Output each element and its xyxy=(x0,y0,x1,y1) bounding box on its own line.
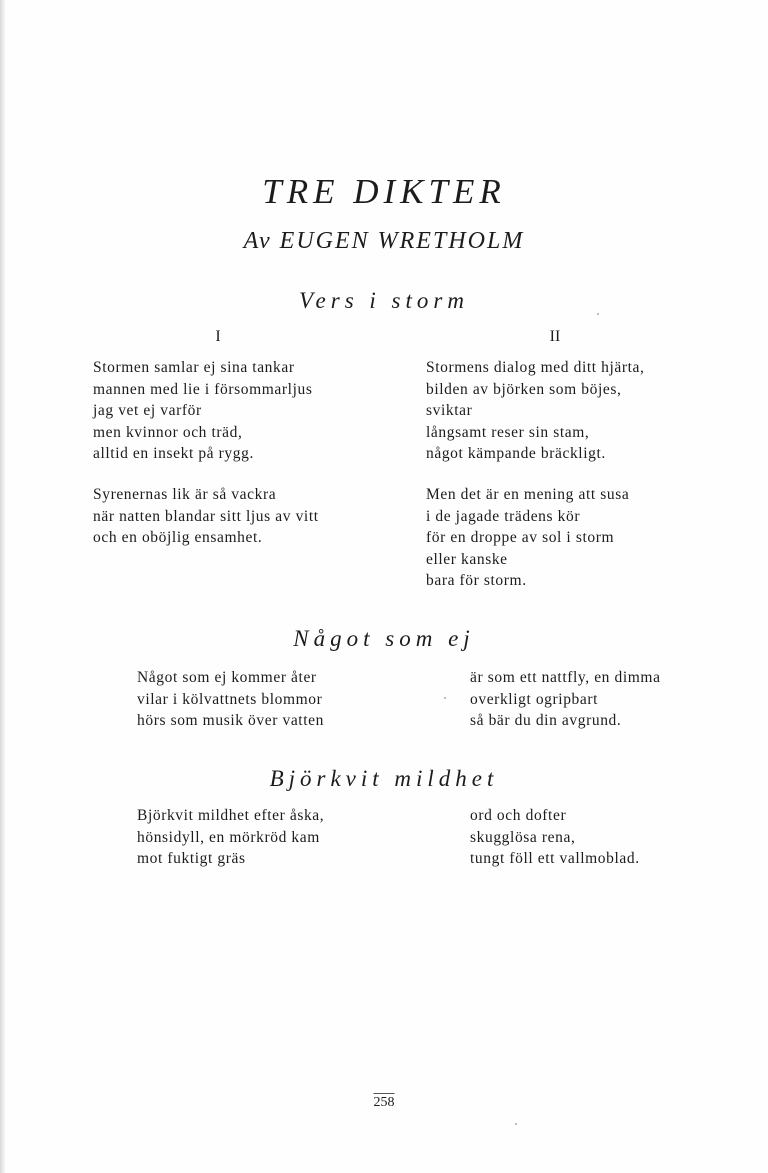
poem-line: när natten blandar sitt ljus av vitt xyxy=(93,507,319,525)
poem-line: skugglösa rena, xyxy=(470,828,576,846)
section-title-nagot-som-ej: Något som ej xyxy=(293,626,475,651)
page-number: 258 xyxy=(373,1095,395,1110)
part-numeral-ii: II xyxy=(549,328,561,345)
poem-line: i de jagade trädens kör xyxy=(426,507,581,525)
poem-line: mot fuktigt gräs xyxy=(137,850,246,868)
poem-line: för en droppe av sol i storm xyxy=(426,529,615,547)
stanza-2-2 xyxy=(426,484,629,592)
poem-line: långsamt reser sin stam, xyxy=(426,423,590,441)
author-byline: Av EUGEN WRETHOLM xyxy=(243,228,525,254)
poem-line: tungt föll ett vallmoblad. xyxy=(470,850,640,868)
poem-line: hönsidyll, en mörkröd kam xyxy=(137,828,320,846)
poem-line: overkligt ogripbart xyxy=(470,690,599,708)
stanza-nagot-right xyxy=(470,667,661,732)
poem-line: något kämpande bräckligt. xyxy=(426,445,606,463)
poem-line: Syrenernas lik är så vackra xyxy=(93,486,277,503)
poem-line: Björkvit mildhet efter åska, xyxy=(137,807,325,824)
poem-line: vilar i kölvattnets blommor xyxy=(137,690,323,708)
stanza-1-1 xyxy=(93,357,312,465)
poem-line: men kvinnor och träd, xyxy=(93,423,243,441)
poem-line: eller kanske xyxy=(426,550,508,568)
paper-speck xyxy=(515,1123,517,1125)
stanza-1-2 xyxy=(93,484,319,549)
poem-line: mannen med lie i försommarljus xyxy=(93,380,313,398)
section-title-vers-i-storm: Vers i storm xyxy=(299,288,469,313)
poem-line: bara för storm. xyxy=(426,572,527,590)
poem-line: alltid en insekt på rygg. xyxy=(93,445,254,463)
stanza-2-1 xyxy=(426,357,645,465)
stanza-nagot-left xyxy=(137,667,324,732)
poem-line: Stormens dialog med ditt hjärta, xyxy=(426,359,645,376)
poem-line: bilden av björken som böjes, xyxy=(426,380,622,398)
poem-line: och en oböjlig ensamhet. xyxy=(93,529,263,547)
part-numeral-i: I xyxy=(215,328,221,345)
poem-line: Stormen samlar ej sina tankar xyxy=(93,359,295,376)
poem-collection-title: TRE DIKTER xyxy=(262,172,506,211)
section-title-bjorkvit-mildhet: Björkvit mildhet xyxy=(269,766,499,791)
paper-speck xyxy=(597,313,599,315)
poem-line: är som ett nattfly, en dimma xyxy=(470,669,661,686)
poem-line: ord och dofter xyxy=(470,807,567,824)
poem-line: Men det är en mening att susa xyxy=(426,486,630,503)
paper-speck xyxy=(444,697,446,699)
stanza-bjorkvit-right xyxy=(470,805,640,870)
poem-line: jag vet ej varför xyxy=(93,402,202,420)
poem-line: Något som ej kommer åter xyxy=(137,669,317,686)
stanza-bjorkvit-left xyxy=(137,805,324,870)
poem-line: hörs som musik över vatten xyxy=(137,712,324,730)
poem-line: sviktar xyxy=(426,402,473,420)
poem-line: så bär du din avgrund. xyxy=(470,712,622,730)
